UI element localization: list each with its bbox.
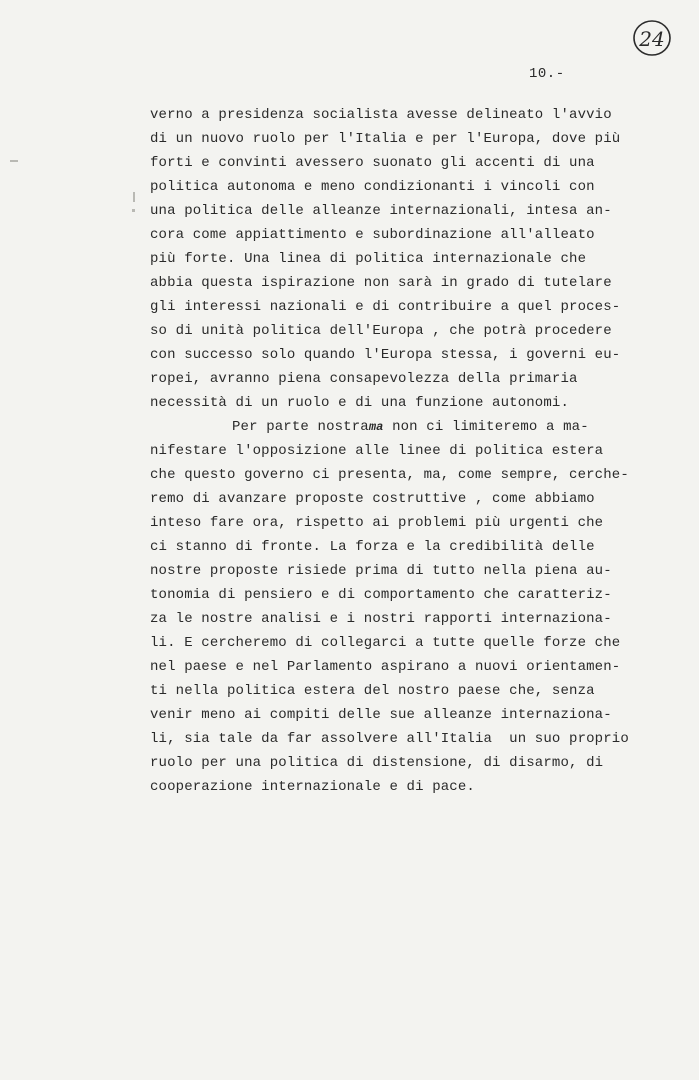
text-line: nostre proposte risiede prima di tutto nella piena au- bbox=[150, 563, 612, 579]
text-segment: Per parte nostra bbox=[232, 419, 369, 435]
text-line: con successo solo quando l'Europa stessa, i governi eu- bbox=[150, 347, 621, 363]
text-line: una politica delle alleanze internazionali, intesa an- bbox=[150, 203, 612, 219]
text-segment: non ci limiteremo a ma- bbox=[383, 419, 589, 435]
handwritten-correction: ma bbox=[368, 420, 384, 434]
text-line: abbia questa ispirazione non sarà in grado di tutelare bbox=[150, 275, 612, 291]
margin-mark bbox=[133, 192, 135, 202]
text-line: politica autonoma e meno condizionanti i vincoli con bbox=[150, 179, 595, 195]
text-line: remo di avanzare proposte costruttive , come abbiamo bbox=[150, 491, 595, 507]
handwritten-page-stamp bbox=[631, 17, 673, 59]
text-line-paragraph-start bbox=[232, 420, 589, 434]
text-line: di un nuovo ruolo per l'Italia e per l'Europa, dove più bbox=[150, 131, 621, 147]
text-line: venir meno ai compiti delle sue alleanze internaziona- bbox=[150, 707, 612, 723]
text-line: nel paese e nel Parlamento aspirano a nuovi orientamen- bbox=[150, 659, 621, 675]
text-line: inteso fare ora, rispetto ai problemi più urgenti che bbox=[150, 515, 604, 531]
text-line: za le nostre analisi e i nostri rapporti internaziona- bbox=[150, 611, 612, 627]
text-line: nifestare l'opposizione alle linee di politica estera bbox=[150, 443, 604, 459]
text-line: che questo governo ci presenta, ma, come sempre, cerche- bbox=[150, 467, 629, 483]
text-line: ruolo per una politica di distensione, di disarmo, di bbox=[150, 755, 604, 771]
text-line: necessità di un ruolo e di una funzione autonomi. bbox=[150, 395, 570, 411]
text-line: cooperazione internazionale e di pace. bbox=[150, 779, 475, 795]
page-number: 10.- bbox=[529, 66, 565, 82]
text-line: tonomia di pensiero e di comportamento che caratteriz- bbox=[150, 587, 612, 603]
margin-mark bbox=[10, 160, 18, 162]
text-line: so di unità politica dell'Europa , che potrà procedere bbox=[150, 323, 612, 339]
margin-mark bbox=[132, 209, 135, 212]
text-line: gli interessi nazionali e di contribuire a quel proces- bbox=[150, 299, 621, 315]
text-line: forti e convinti avessero suonato gli accenti di una bbox=[150, 155, 595, 171]
text-line: li, sia tale da far assolvere all'Italia un suo proprio bbox=[150, 731, 629, 747]
text-line: più forte. Una linea di politica internazionale che bbox=[150, 251, 587, 267]
text-line: ci stanno di fronte. La forza e la credibilità delle bbox=[150, 539, 595, 555]
text-line: ropei, avranno piena consapevolezza della primaria bbox=[150, 371, 578, 387]
text-line: verno a presidenza socialista avesse delineato l'avvio bbox=[150, 107, 612, 123]
text-line: cora come appiattimento e subordinazione all'alleato bbox=[150, 227, 595, 243]
text-line: ti nella politica estera del nostro paese che, senza bbox=[150, 683, 595, 699]
stamp-number: 24 bbox=[639, 27, 665, 51]
text-line: li. E cercheremo di collegarci a tutte quelle forze che bbox=[150, 635, 621, 651]
